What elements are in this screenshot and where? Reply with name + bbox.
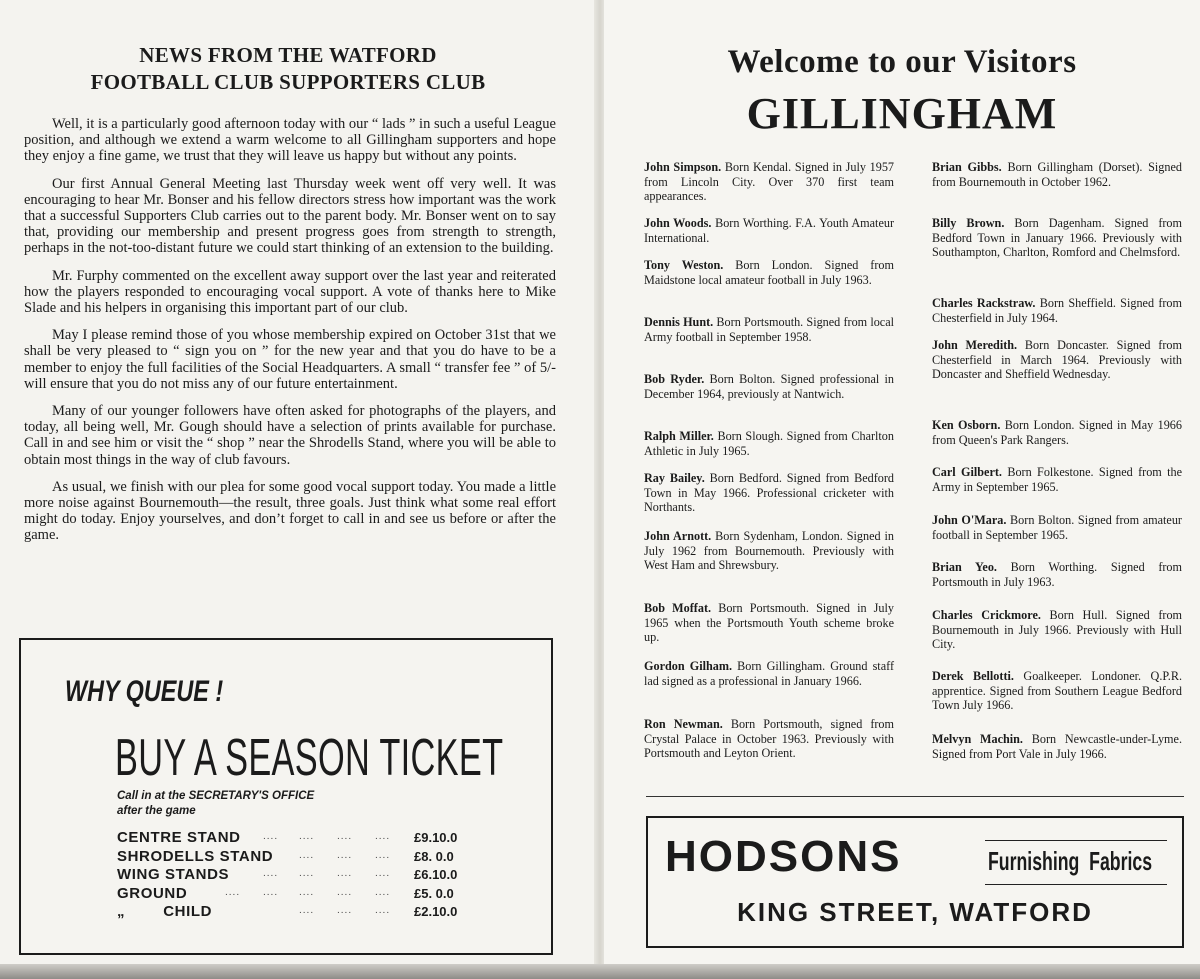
price-label: CENTRE STAND (117, 829, 241, 846)
player-entry (644, 601, 894, 645)
player-entry (644, 529, 894, 573)
player-name: Dennis Hunt. (644, 315, 714, 329)
price-label: „ CHILD (117, 903, 213, 920)
price-label: WING STANDS (117, 866, 230, 883)
player-entry (644, 429, 894, 458)
player-entry (932, 418, 1182, 447)
right-page (604, 0, 1200, 979)
leader-dots: .... (375, 831, 391, 842)
leader-dots: .... (337, 905, 353, 916)
price-list (117, 829, 467, 922)
player-entry (644, 372, 894, 401)
player-name: Ken Osborn. (932, 418, 1001, 432)
player-name: Bob Ryder. (644, 372, 705, 386)
player-bio: Born Bolton. Signed professional in December 1964, previously at Nantwich. (644, 372, 894, 401)
player-name: Tony Weston. (644, 258, 724, 272)
player-bio: Born Bedford. Signed from Bedford Town in May 1966. Professional cricketer with Northants. (644, 471, 895, 515)
price-row (117, 829, 467, 848)
player-name: Bob Moffat. (644, 601, 712, 615)
player-name: Charles Crickmore. (932, 608, 1041, 622)
player-name: John Arnott. (644, 529, 712, 543)
price-row (117, 866, 467, 885)
player-entry (644, 717, 894, 761)
leader-dots: .... (263, 831, 279, 842)
player-name: John Woods. (644, 216, 712, 230)
player-name: Ralph Miller. (644, 429, 714, 443)
player-entry (644, 471, 894, 515)
player-bio: Born Portsmouth. Signed in July 1965 when the Portsmouth Youth scheme broke up. (644, 601, 894, 645)
player-entry (932, 560, 1182, 589)
scan-bottom-edge (0, 964, 1200, 979)
leader-dots: .... (299, 849, 315, 861)
why-queue-headline: WHY QUEUE ! (65, 675, 224, 708)
player-bio: Born London. Signed in May 1966 from Queen's Park Rangers. (932, 418, 1182, 447)
player-bio: Born Sheffield. Signed from Chesterfield in July 1964. (932, 296, 1183, 325)
hodsons-address: KING STREET, WATFORD (737, 897, 1093, 927)
leader-dots: .... (263, 886, 279, 898)
news-title-line1: NEWS FROM THE WATFORD (139, 43, 437, 67)
player-name: Melvyn Machin. (932, 732, 1023, 746)
hodsons-tagline: Furnishing Fabrics (988, 846, 1153, 876)
leader-dots: .... (375, 868, 391, 879)
news-paragraph: As usual, we finish with our plea for some good vocal support today. You made a little more noise against Bournemouth—the result, three goals. Just think what some real effort might do today. Enjoy yourselves, and don’t forget to call in and see us before or after the game. (24, 478, 556, 544)
team-name: GILLINGHAM (746, 89, 1058, 138)
news-paragraph: Mr. Furphy commented on the excellent away support over the last year and reiterated how the players responded to encouraging vocal support. A vote of thanks here to Mike Slade and his helpers in organising this important part of our club. (24, 267, 556, 317)
player-bio: Goalkeeper. Londoner. Q.P.R. apprentice. Signed from Southern League Bedford Town July 1966. (932, 669, 1183, 713)
player-name: Gordon Gilham. (644, 659, 733, 673)
leader-dots: .... (299, 868, 315, 879)
player-bio: Born Doncaster. Signed from Chesterfield in March 1964. Previously with Doncaster and Sheffield Wednesday. (932, 338, 1182, 382)
call-in-line1: Call in at the SECRETARY'S OFFICE (117, 790, 315, 802)
leader-dots: .... (375, 905, 391, 916)
player-entry (932, 160, 1182, 189)
player-name: Derek Bellotti. (932, 669, 1014, 683)
leader-dots: .... (263, 868, 279, 879)
leader-dots: .... (337, 886, 353, 898)
player-entry (644, 659, 894, 688)
tagline-rule-bottom (985, 884, 1167, 885)
player-name: John O'Mara. (932, 513, 1007, 527)
player-name: Billy Brown. (932, 216, 1005, 230)
price-amount: £8. 0.0 (414, 848, 454, 864)
player-bio: Born Gillingham. Ground staff lad signed as a professional in January 1966. (644, 659, 895, 688)
news-paragraph: May I please remind those of you whose membership expired on October 31st that we shall be very pleased to “ sign you on ” for the new year and that you do have to be a member to enjoy the full facilities of the Social Headquarters. A small “ transfer fee ” of 5/- will ensure that you do not miss any of our future entertainment. (24, 327, 556, 392)
player-entry (644, 315, 894, 344)
call-in-line2: after the game (117, 805, 196, 817)
player-bio: Born Bolton. Signed from amateur football in September 1965. (932, 513, 1182, 542)
left-page (0, 0, 596, 979)
leader-dots: .... (337, 868, 353, 879)
player-name: Ron Newman. (644, 717, 723, 731)
hodsons-brand: HODSONS (665, 832, 902, 881)
player-name: Carl Gilbert. (932, 465, 1002, 479)
player-entry (932, 732, 1182, 761)
price-amount: £2.10.0 (414, 904, 458, 919)
price-amount: £9.10.0 (414, 830, 458, 845)
player-bio: Born Newcastle-under-Lyme. Signed from Port Vale in July 1966. (932, 732, 1182, 761)
player-name: Charles Rackstraw. (932, 296, 1036, 310)
price-row (117, 903, 467, 922)
player-bio: Born Worthing. F.A. Youth Amateur International. (644, 216, 895, 245)
news-paragraph: Our first Annual General Meeting last Thursday week went off very well. It was encouraging to hear Mr. Bonser and his fellow directors stress how important was the work that a successful Supporters Club carries out to the parent body. Mr. Bonser went on to say that, providing our membership and present progress goes from strength to strength, perhaps in the not-too-distant future we could start thinking of an extension to the building. (24, 175, 556, 257)
player-bio: Born Folkestone. Signed from the Army in September 1965. (932, 465, 1183, 494)
player-entry (644, 216, 894, 245)
player-entry (932, 296, 1182, 325)
player-bio: Born Hull. Signed from Bournemouth in July 1966. Previously with Hull City. (932, 608, 1183, 652)
player-name: Brian Yeo. (932, 560, 997, 574)
news-body (24, 116, 556, 555)
tagline-rule-top (985, 840, 1167, 841)
player-entry (932, 608, 1182, 652)
news-title-line2: FOOTBALL CLUB SUPPORTERS CLUB (90, 70, 486, 94)
player-bio: Born Portsmouth. Signed from local Army football in September 1958. (644, 315, 895, 344)
price-amount: £6.10.0 (414, 867, 458, 882)
player-entry (932, 216, 1182, 260)
leader-dots: .... (337, 849, 353, 861)
leader-dots: .... (375, 886, 391, 898)
player-bio: Born Slough. Signed from Charlton Athletic in July 1965. (644, 429, 894, 458)
player-name: Brian Gibbs. (932, 160, 1002, 174)
player-entry (644, 258, 894, 287)
player-name: Ray Bailey. (644, 471, 705, 485)
news-title (20, 42, 556, 96)
leader-dots: .... (299, 831, 315, 842)
player-bio: Born Kendal. Signed in July 1957 from Lincoln City. Over 370 first team appearances. (644, 160, 895, 204)
player-bio: Born London. Signed from Maidstone local amateur football in July 1963. (644, 258, 894, 287)
player-entry (932, 338, 1182, 382)
leader-dots: .... (337, 831, 353, 842)
welcome-heading: Welcome to our Visitors (727, 44, 1077, 80)
leader-dots: .... (225, 886, 241, 898)
player-bio: Born Gillingham (Dorset). Signed from Bournemouth in October 1962. (932, 160, 1183, 189)
price-amount: £5. 0.0 (414, 885, 454, 901)
leader-dots: .... (299, 905, 315, 916)
price-row (117, 848, 467, 867)
player-entry (932, 669, 1182, 713)
leader-dots: .... (299, 886, 315, 898)
leader-dots: .... (375, 849, 391, 861)
player-name: John Meredith. (932, 338, 1018, 352)
season-ticket-advert (19, 638, 553, 955)
player-name: John Simpson. (644, 160, 722, 174)
news-paragraph: Many of our younger followers have often asked for photographs of the players, and today, all being well, Mr. Gough should have a selection of prints available for purchase. Call in and see him or visit the “ shop ” near the Shrodells Stand, where you will be able to obtain most things in the way of club favours. (24, 403, 556, 468)
price-label: SHRODELLS STAND (117, 847, 274, 865)
buy-season-ticket-text: BUY A SEASON TICKET (115, 729, 504, 787)
player-bio: Born Sydenham, London. Signed in July 1962 from Bournemouth. Previously with West Ham and Shrewsbury. (644, 529, 894, 573)
hodsons-advert (646, 816, 1184, 948)
price-label: GROUND (117, 884, 188, 902)
player-bio: Born Dagenham. Signed from Bedford Town in January 1966. Previously with Southampton, Charlton, Romford and Chelmsford. (932, 216, 1183, 260)
divider-rule (646, 796, 1184, 797)
price-row (117, 885, 467, 904)
player-entry (644, 160, 894, 204)
player-bio: Born Worthing. Signed from Portsmouth in July 1963. (932, 560, 1183, 589)
player-entry (932, 513, 1182, 542)
news-paragraph: Well, it is a particularly good afternoon today with our “ lads ” in such a useful League position, and although we extend a warm welcome to all Gillingham supporters and hope they enjoy a fine game, we trust that they will leave us happy but without any points. (24, 116, 556, 165)
player-entry (932, 465, 1182, 494)
call-in-note (117, 789, 314, 819)
player-bio: Born Portsmouth, signed from Crystal Palace in October 1963. Previously with Portsmouth and Leyton Orient. (644, 717, 895, 761)
